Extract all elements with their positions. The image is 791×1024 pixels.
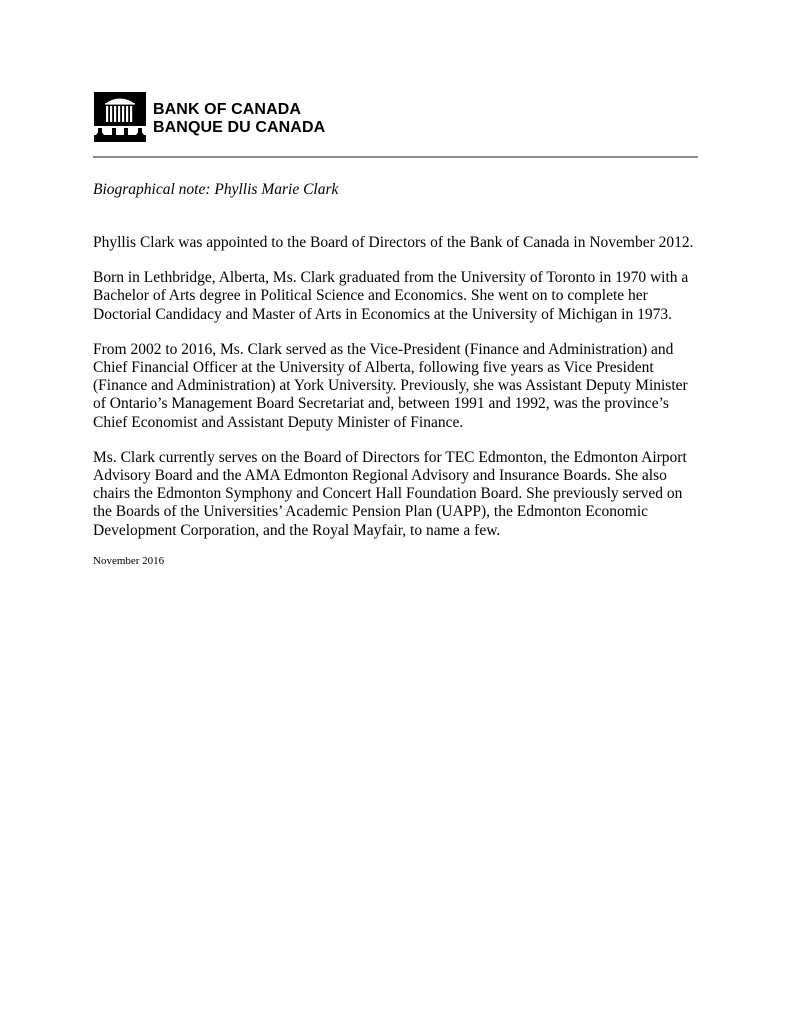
- text-line: chairs the Edmonton Symphony and Concert Hall Foundation Board. She previously served on: [93, 485, 683, 503]
- text-line: Chief Financial Officer at the University of Alberta, following five years as Vice President: [93, 359, 654, 377]
- logo-line-french: BANQUE DU CANADA: [153, 119, 326, 136]
- text-line: the Boards of the Universities’ Academic Pension Plan (UAPP), the Edmonton Economic: [93, 503, 649, 521]
- paragraph-education: [93, 269, 703, 324]
- document-date: November 2016: [93, 555, 165, 567]
- text-line: From 2002 to 2016, Ms. Clark served as the Vice-President (Finance and Administration) and: [93, 340, 674, 358]
- bank-building-icon: [94, 92, 146, 142]
- text-line: (Finance and Administration) at York University. Previously, she was Assistant Deputy Minister: [93, 377, 688, 395]
- paragraph-appointment: [93, 234, 703, 252]
- paragraph-boards: [93, 449, 703, 540]
- bank-of-canada-logo: [94, 92, 325, 142]
- logo-line-english: BANK OF CANADA: [153, 101, 302, 118]
- text-line: Phyllis Clark was appointed to the Board of Directors of the Bank of Canada in November 2012.: [93, 234, 694, 251]
- paragraph-career: [93, 341, 703, 432]
- header-divider: [93, 156, 698, 158]
- text-line: Bachelor of Arts degree in Political Science and Economics. She went on to complete her: [93, 287, 648, 305]
- text-line: Born in Lethbridge, Alberta, Ms. Clark graduated from the University of Toronto in 1970 with a: [93, 269, 689, 287]
- document-title: Biographical note: Phyllis Marie Clark: [93, 181, 339, 198]
- text-line: Doctorial Candidacy and Master of Arts in Economics at the University of Michigan in 1973.: [93, 305, 672, 323]
- text-line: Development Corporation, and the Royal Mayfair, to name a few.: [93, 521, 501, 539]
- text-line: Chief Economist and Assistant Deputy Minister of Finance.: [93, 413, 464, 431]
- text-line: Ms. Clark currently serves on the Board of Directors for TEC Edmonton, the Edmonton Airport: [93, 448, 687, 466]
- text-line: Advisory Board and the AMA Edmonton Regional Advisory and Insurance Boards. She also: [93, 467, 667, 485]
- biography-body: [93, 234, 703, 557]
- text-line: of Ontario’s Management Board Secretariat and, between 1991 and 1992, was the province’s: [93, 395, 669, 413]
- logo-wordmark: [153, 101, 325, 137]
